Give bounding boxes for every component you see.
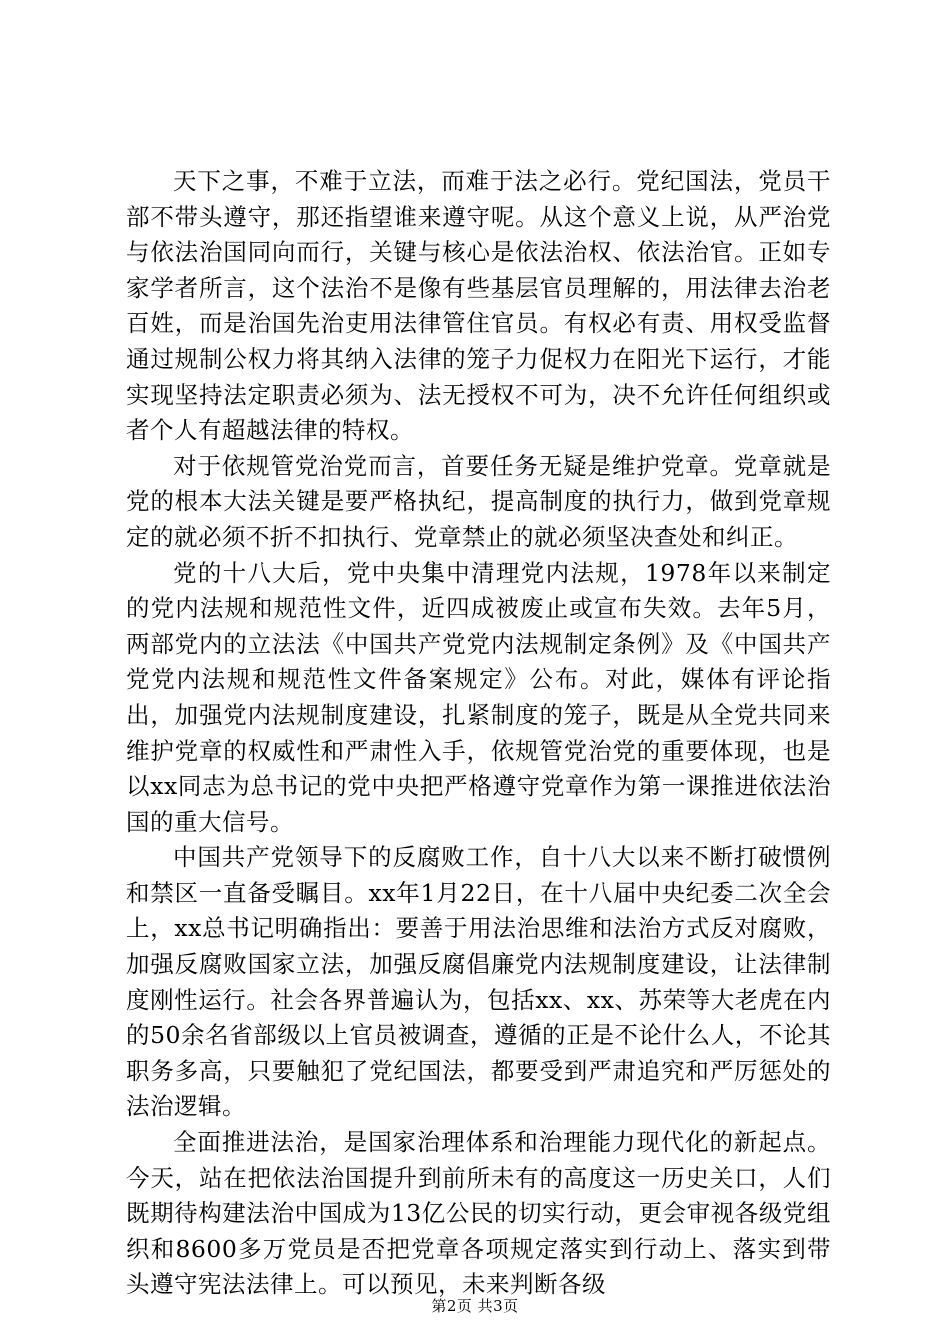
- paragraph: 天下之事，不难于立法，而难于法之必行。党纪国法，党员干部不带头遵守，那还指望谁来遵守呢。从这个意义上说，从严治党与依法治国同向而行，关键与核心是依法治权、依法治官。正如专家学者所言，这个法治不是像有些基层官员理解的，用法律去治老百姓，而是治国先治吏用法律管住官员。有权必有责、用权受监督通过规制公权力将其纳入法律的笼子力促权力在阳光下运行，才能实现坚持法定职责必须为、法无授权不可为，决不允许任何组织或者个人有超越法律的特权。: [126, 167, 831, 445]
- page-number-footer: 第2页 共3页: [431, 1297, 519, 1315]
- paragraph: 全面推进法治，是国家治理体系和治理能力现代化的新起点。今天，站在把依法治国提升到前所未有的高度这一历史关口，人们既期待构建法治中国成为13亿公民的切实行动，更会审视各级党组织和8600多万党员是否把党章各项规定落实到行动上、落实到带头遵守宪法法律上。可以预见，未来判断各级: [126, 1128, 831, 1299]
- paragraph: 对于依规管党治党而言，首要任务无疑是维护党章。党章就是党的根本大法关键是要严格执纪，提高制度的执行力，做到党章规定的就必须不折不扣执行、党章禁止的就必须坚决查处和纠正。: [126, 451, 831, 551]
- paragraph: 中国共产党领导下的反腐败工作，自十八大以来不断打破惯例和禁区一直备受瞩目。xx年1月22日，在十八届中央纪委二次全会上，xx总书记明确指出：要善于用法治思维和法治方式反对腐败，加强反腐败国家立法，加强反腐倡廉党内法规制度建设，让法律制度刚性运行。社会各界普遍认为，包括xx、xx、苏荣等大老虎在内的50余名省部级以上官员被调查，遵循的正是不论什么人，不论其职务多高，只要触犯了党纪国法，都要受到严肃追究和严厉惩处的法治逻辑。: [126, 843, 831, 1121]
- document-body: [126, 164, 831, 1303]
- paragraph: 党的十八大后，党中央集中清理党内法规，1978年以来制定的党内法规和规范性文件，近四成被废止或宣布失效。去年5月，两部党内的立法法《中国共产党党内法规制定条例》及《中国共产党党内法规和规范性文件备案规定》公布。对此，媒体有评论指出，加强党内法规制度建设，扎紧制度的笼子，既是从全党共同来维护党章的权威性和严肃性入手，依规管党治党的重要体现，也是以xx同志为总书记的党中央把严格遵守党章作为第一课推进依法治国的重大信号。: [126, 558, 831, 836]
